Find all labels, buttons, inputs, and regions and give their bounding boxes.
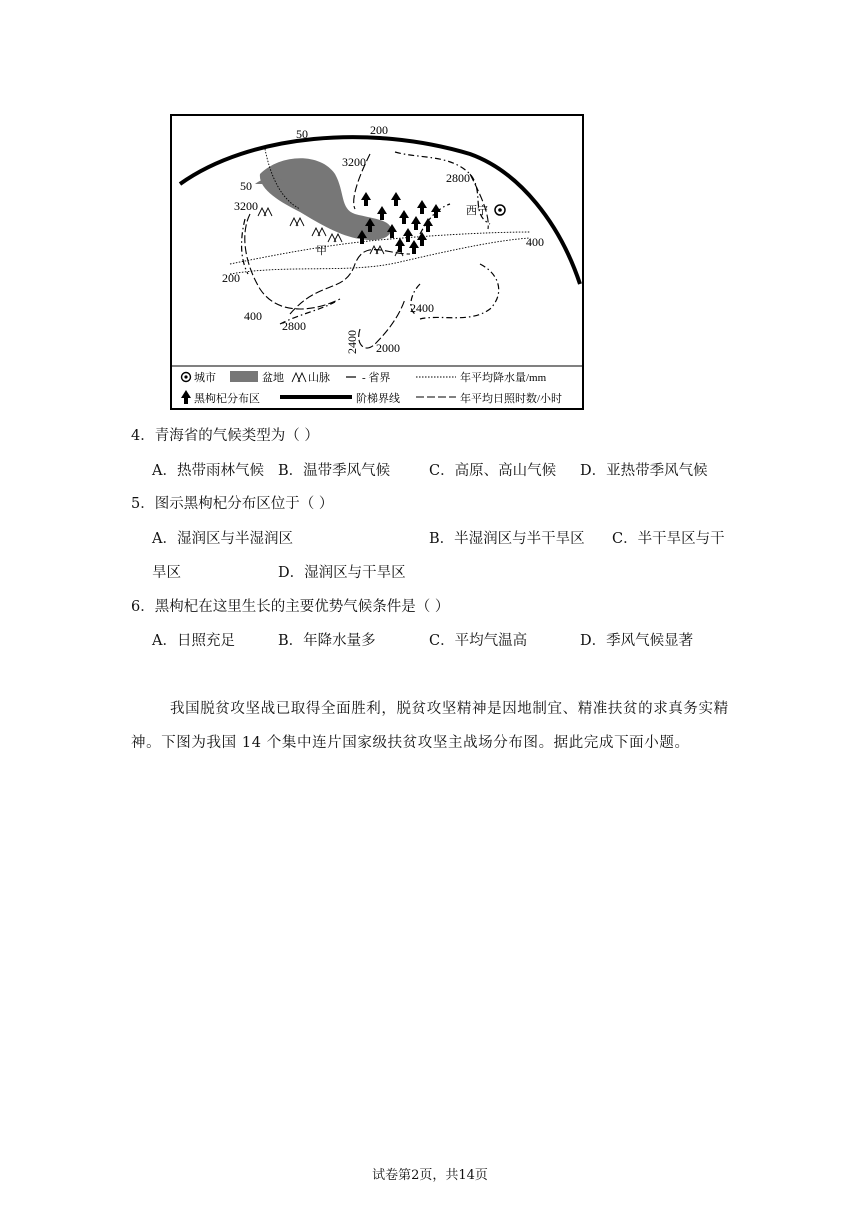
label-200-left: 200: [222, 271, 240, 285]
question-6-option-d: D．季风气候显著: [580, 633, 694, 649]
legend-mountain: 山脉: [308, 372, 330, 384]
label-50-left: 50: [240, 179, 252, 193]
label-200-top: 200: [370, 123, 388, 137]
label-400-left: 400: [244, 309, 262, 323]
legend-basin: 盆地: [262, 372, 284, 384]
question-4-option-b: B．温带季风气候: [278, 463, 391, 479]
question-6-option-b: B．年降水量多: [278, 633, 376, 649]
label-400-right: 400: [526, 235, 544, 249]
intro-paragraph-line-1: 我国脱贫攻坚战已取得全面胜利，脱贫攻坚精神是因地制宜、精准扶贫的求真务实精: [170, 701, 729, 717]
legend-province-border: - 省界: [362, 372, 391, 384]
question-6-option-c: C．平均气温高: [429, 633, 528, 649]
question-6-option-a: A．日照充足: [152, 633, 235, 649]
legend-precip: 年平均降水量/mm: [460, 372, 547, 384]
question-5-option-b: B．半湿润区与半干旱区: [429, 531, 585, 547]
legend-city: 城市: [194, 372, 216, 384]
question-5-option-d: D．湿润区与干旱区: [278, 565, 406, 581]
label-2400-b: 2400: [345, 330, 359, 354]
label-2800-a: 2800: [446, 171, 470, 185]
legend-goji: 黑枸杞分布区: [194, 393, 260, 405]
label-2000: 2000: [376, 341, 400, 355]
page-footer: 试卷第2页，共14页: [372, 1168, 488, 1183]
question-5-option-a: A．湿润区与半湿润区: [152, 531, 293, 547]
intro-paragraph-line-2: 神。下图为我国 14 个集中连片国家级扶贫攻坚主战场分布图。据此完成下面小题。: [131, 735, 690, 751]
question-5-option-c-cont: 旱区: [152, 565, 181, 581]
legend-step-line: 阶梯界线: [356, 393, 400, 405]
question-6-stem: 6．黑枸杞在这里生长的主要优势气候条件是（ ）: [131, 599, 450, 615]
label-3200-b: 3200: [234, 199, 258, 213]
question-4-option-a: A．热带雨林气候: [152, 463, 264, 479]
question-5-option-c: C．半干旱区与干: [612, 531, 725, 547]
question-4-stem: 4．青海省的气候类型为（ ）: [131, 428, 319, 444]
legend-sunshine: 年平均日照时数/小时: [460, 393, 563, 405]
city-label-xining: 西宁: [466, 205, 488, 217]
label-2800-b: 2800: [282, 319, 306, 333]
question-5-stem: 5．图示黑枸杞分布区位于（ ）: [131, 496, 334, 512]
label-50-top: 50: [296, 127, 308, 141]
map-frame: [171, 115, 583, 409]
question-4-option-c: C．高原、高山气候: [429, 463, 557, 479]
label-2400-a: 2400: [410, 301, 434, 315]
question-4-option-d: D．亚热带季风气候: [580, 463, 708, 479]
place-label-jia: 甲: [316, 245, 327, 257]
qinghai-climate-map: [170, 114, 584, 410]
label-3200-a: 3200: [342, 155, 366, 169]
